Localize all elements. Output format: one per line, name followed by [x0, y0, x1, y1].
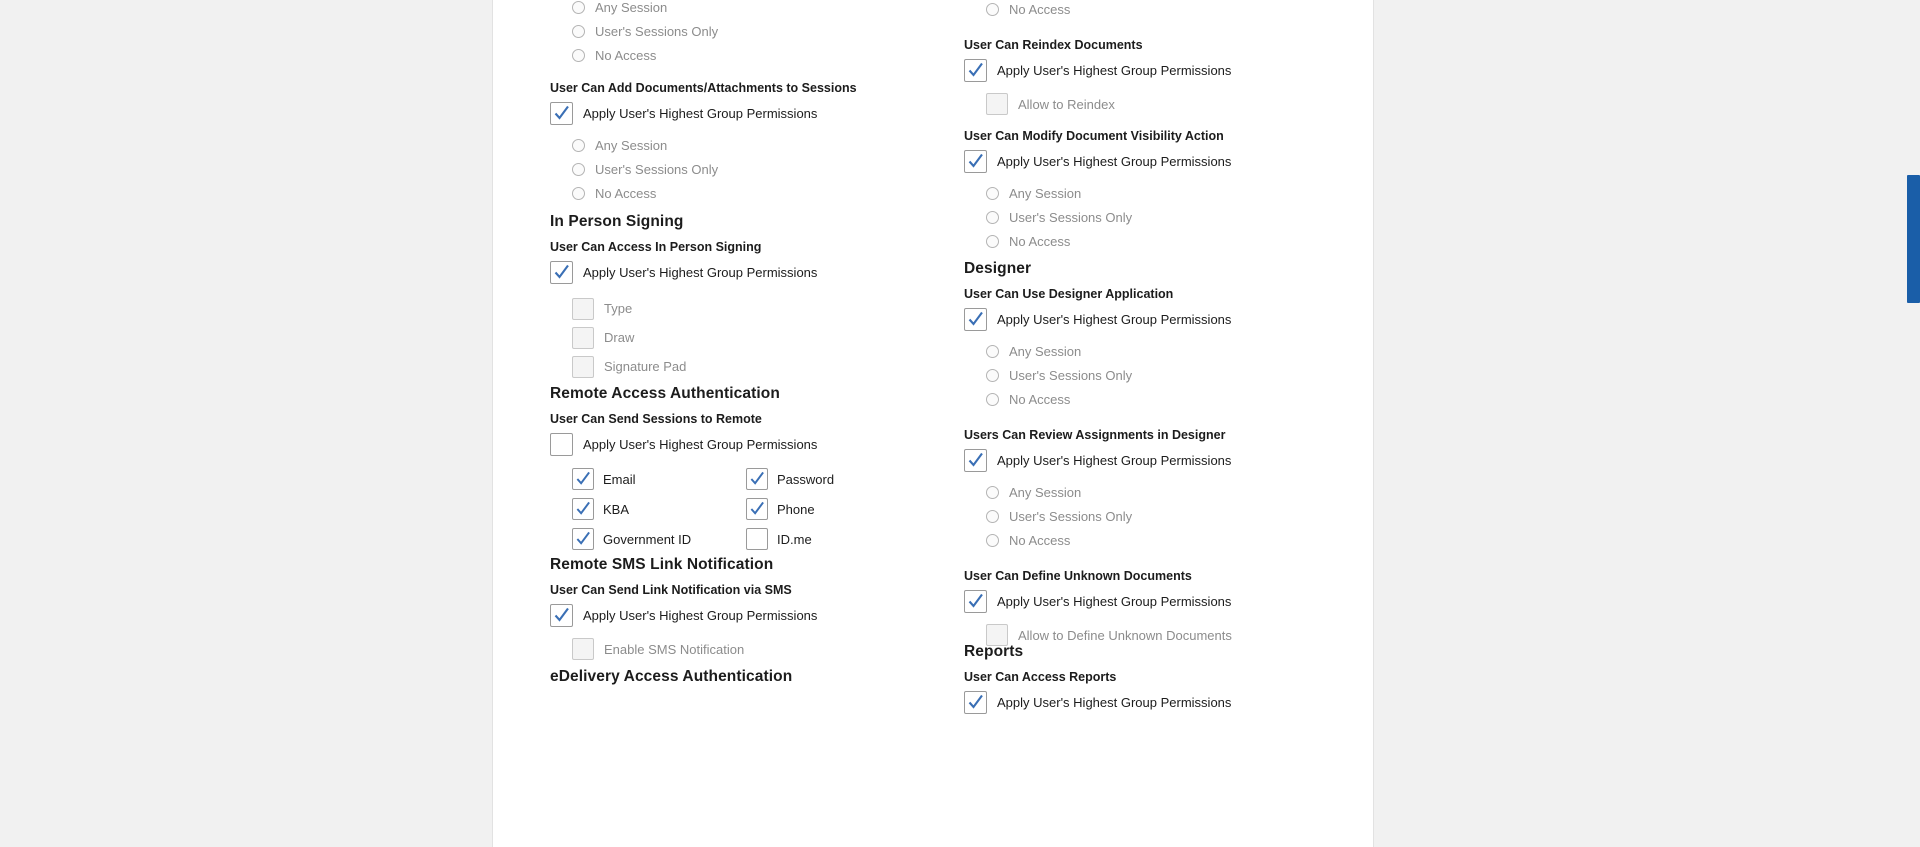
checkbox-label: ID.me [777, 531, 812, 547]
field-label: User Can Use Designer Application [964, 287, 1174, 301]
radio-icon[interactable] [572, 187, 585, 200]
radio-option-no-access[interactable] [572, 43, 718, 67]
field-label: User Can Define Unknown Documents [964, 569, 1192, 583]
section-title: Remote Access Authentication [550, 385, 780, 402]
radio-label: Any Session [1009, 185, 1082, 201]
checkbox-checked-icon[interactable] [964, 449, 987, 472]
checkbox-label: Apply User's Highest Group Permissions [583, 437, 818, 452]
checkbox-row-government-id[interactable] [572, 528, 691, 550]
checkbox-label: Government ID [603, 531, 692, 547]
radio-icon[interactable] [986, 187, 999, 200]
section-title: Reports [964, 643, 1024, 660]
top-partial-radio-group [986, 0, 1070, 21]
vertical-scrollbar-thumb[interactable] [1907, 175, 1920, 303]
radio-icon[interactable] [986, 393, 999, 406]
radio-label: No Access [595, 47, 657, 63]
radio-option-any-session[interactable] [986, 181, 1231, 205]
checkbox-unchecked-icon[interactable] [572, 327, 594, 349]
checkbox-label: Draw [604, 330, 635, 345]
checkbox-label: Allow to Define Unknown Documents [1018, 627, 1232, 643]
checkbox-row-enable-sms-notification[interactable] [572, 638, 817, 660]
checkbox-label: Password [777, 471, 835, 487]
field-label: User Can Access Reports [964, 670, 1117, 684]
checkbox-label: KBA [603, 501, 630, 517]
radio-label: No Access [1009, 233, 1071, 249]
radio-option-no-access[interactable] [986, 0, 1070, 21]
radio-icon[interactable] [986, 486, 999, 499]
radio-option-any-session[interactable] [572, 0, 718, 19]
radio-label: User's Sessions Only [1009, 209, 1133, 225]
checkbox-row-allow-to-reindex[interactable] [986, 93, 1231, 115]
permissions-content [494, 0, 1373, 847]
field-group-review-assignments-designer [964, 428, 1232, 552]
right-gutter [1373, 0, 1920, 847]
radio-icon[interactable] [986, 211, 999, 224]
field-group-define-unknown-documents [964, 569, 1232, 646]
checkbox-checked-icon[interactable] [550, 261, 573, 284]
checkbox-grid-auth-methods [572, 468, 932, 568]
radio-label: Any Session [595, 137, 668, 153]
checkbox-label: Apply User's Highest Group Permissions [997, 594, 1232, 609]
field-label: User Can Send Sessions to Remote [550, 412, 762, 426]
field-label: Users Can Review Assignments in Designer [964, 428, 1226, 442]
radio-label: Any Session [1009, 343, 1082, 359]
checkbox-label: Apply User's Highest Group Permissions [583, 106, 818, 121]
radio-option-users-sessions-only[interactable] [572, 157, 857, 181]
apply-highest-group-permissions-checkbox-row[interactable] [964, 691, 1231, 714]
vertical-scrollbar-track[interactable] [1907, 0, 1920, 847]
radio-icon[interactable] [572, 49, 585, 62]
field-label: User Can Add Documents/Attachments to Sessions [550, 81, 857, 95]
apply-highest-group-permissions-checkbox-row[interactable] [964, 449, 1232, 472]
checkbox-row-email[interactable] [572, 468, 636, 490]
section-designer [964, 260, 1232, 646]
radio-icon[interactable] [986, 3, 999, 16]
checkbox-row-type[interactable] [572, 294, 817, 323]
radio-option-users-sessions-only[interactable] [986, 504, 1232, 528]
radio-option-no-access[interactable] [572, 181, 857, 205]
field-label: User Can Access In Person Signing [550, 240, 762, 254]
radio-option-users-sessions-only[interactable] [986, 363, 1232, 387]
checkbox-checked-icon[interactable] [746, 468, 768, 490]
checkbox-group-signature-methods [572, 294, 817, 381]
checkbox-unchecked-icon[interactable] [572, 356, 594, 378]
left-gutter [0, 0, 493, 847]
radio-option-users-sessions-only[interactable] [986, 205, 1231, 229]
checkbox-unchecked-icon[interactable] [572, 298, 594, 320]
checkbox-label: Signature Pad [604, 359, 687, 374]
radio-option-no-access[interactable] [986, 528, 1232, 552]
radio-icon[interactable] [986, 510, 999, 523]
field-group-modify-document-visibility [964, 129, 1231, 253]
section-title: In Person Signing [550, 213, 684, 230]
field-label: User Can Modify Document Visibility Action [964, 129, 1224, 143]
checkbox-label: Apply User's Highest Group Permissions [583, 608, 818, 623]
section-remote-access-authentication [550, 385, 932, 568]
checkbox-label: Apply User's Highest Group Permissions [997, 695, 1232, 710]
radio-label: User's Sessions Only [1009, 367, 1133, 383]
radio-option-no-access[interactable] [986, 229, 1231, 253]
field-group-use-designer-application [964, 287, 1232, 411]
apply-highest-group-permissions-checkbox-row[interactable] [550, 604, 817, 627]
radio-icon[interactable] [572, 139, 585, 152]
checkbox-label: Apply User's Highest Group Permissions [997, 312, 1232, 327]
checkbox-checked-icon[interactable] [572, 498, 594, 520]
checkbox-unchecked-icon[interactable] [572, 638, 594, 660]
field-label: User Can Send Link Notification via SMS [550, 583, 792, 597]
apply-highest-group-permissions-checkbox-row[interactable] [964, 150, 1231, 173]
field-label: User Can Reindex Documents [964, 38, 1143, 52]
section-reports [964, 643, 1231, 714]
radio-option-any-session[interactable] [986, 480, 1232, 504]
radio-icon[interactable] [572, 1, 585, 14]
checkbox-checked-icon[interactable] [572, 468, 594, 490]
apply-highest-group-permissions-checkbox-row[interactable] [550, 261, 817, 284]
apply-highest-group-permissions-checkbox-row[interactable] [550, 102, 857, 125]
apply-highest-group-permissions-checkbox-row[interactable] [964, 590, 1232, 613]
checkbox-row-kba[interactable] [572, 498, 629, 520]
checkbox-group-sms [572, 638, 817, 660]
radio-group-add-documents [572, 133, 857, 205]
radio-label: Any Session [595, 0, 668, 15]
section-in-person-signing [550, 213, 817, 381]
section-remote-sms-link-notification [550, 556, 817, 660]
section-title: Designer [964, 260, 1032, 277]
radio-label: No Access [1009, 1, 1071, 17]
checkbox-row-signature-pad[interactable] [572, 352, 817, 381]
checkbox-row-draw[interactable] [572, 323, 817, 352]
checkbox-label: Type [604, 301, 633, 316]
section-title: eDelivery Access Authentication [550, 668, 793, 685]
section-edelivery-access-authentication [550, 668, 792, 686]
radio-label: No Access [1009, 391, 1071, 407]
checkbox-row-id-me[interactable] [746, 528, 812, 550]
radio-icon[interactable] [572, 163, 585, 176]
checkbox-unchecked-icon[interactable] [746, 528, 768, 550]
radio-icon[interactable] [572, 25, 585, 38]
checkbox-checked-icon[interactable] [746, 498, 768, 520]
field-group-reindex-documents [964, 38, 1231, 115]
radio-icon[interactable] [986, 345, 999, 358]
checkbox-checked-icon[interactable] [964, 150, 987, 173]
checkbox-label: Phone [777, 501, 815, 517]
checkbox-checked-icon[interactable] [964, 59, 987, 82]
radio-option-users-sessions-only[interactable] [572, 19, 718, 43]
checkbox-label: Apply User's Highest Group Permissions [997, 63, 1232, 78]
apply-highest-group-permissions-checkbox-row[interactable] [964, 59, 1231, 82]
apply-highest-group-permissions-checkbox-row[interactable] [964, 308, 1232, 331]
radio-icon[interactable] [986, 369, 999, 382]
radio-icon[interactable] [986, 534, 999, 547]
checkbox-label: Apply User's Highest Group Permissions [583, 265, 818, 280]
radio-label: User's Sessions Only [595, 161, 719, 177]
checkbox-row-password[interactable] [746, 468, 834, 490]
checkbox-checked-icon[interactable] [964, 590, 987, 613]
radio-group-use-designer-application [986, 339, 1232, 411]
checkbox-label: Allow to Reindex [1018, 96, 1115, 112]
checkbox-checked-icon[interactable] [572, 528, 594, 550]
radio-label: No Access [595, 185, 657, 201]
checkbox-checked-icon[interactable] [550, 604, 573, 627]
checkbox-label: Enable SMS Notification [604, 641, 745, 657]
radio-option-any-session[interactable] [572, 133, 857, 157]
radio-option-no-access[interactable] [986, 387, 1232, 411]
radio-label: Any Session [1009, 484, 1082, 500]
radio-label: User's Sessions Only [1009, 508, 1133, 524]
top-partial-radio-group [572, 0, 718, 67]
checkbox-label: Apply User's Highest Group Permissions [997, 453, 1232, 468]
radio-icon[interactable] [986, 235, 999, 248]
radio-option-any-session[interactable] [986, 339, 1232, 363]
checkbox-row-phone[interactable] [746, 498, 815, 520]
checkbox-unchecked-icon[interactable] [986, 93, 1008, 115]
checkbox-checked-icon[interactable] [964, 308, 987, 331]
checkbox-label: Apply User's Highest Group Permissions [997, 154, 1232, 169]
checkbox-checked-icon[interactable] [550, 102, 573, 125]
apply-highest-group-permissions-checkbox-row[interactable] [550, 433, 932, 456]
field-group-add-documents [550, 81, 857, 205]
radio-group-review-assignments-designer [986, 480, 1232, 552]
checkbox-group-reindex [986, 93, 1231, 115]
radio-label: User's Sessions Only [595, 23, 719, 39]
radio-label: No Access [1009, 532, 1071, 548]
checkbox-unchecked-icon[interactable] [550, 433, 573, 456]
checkbox-label: Email [603, 471, 636, 487]
checkbox-checked-icon[interactable] [964, 691, 987, 714]
radio-group-modify-document-visibility [986, 181, 1231, 253]
section-title: Remote SMS Link Notification [550, 556, 774, 573]
